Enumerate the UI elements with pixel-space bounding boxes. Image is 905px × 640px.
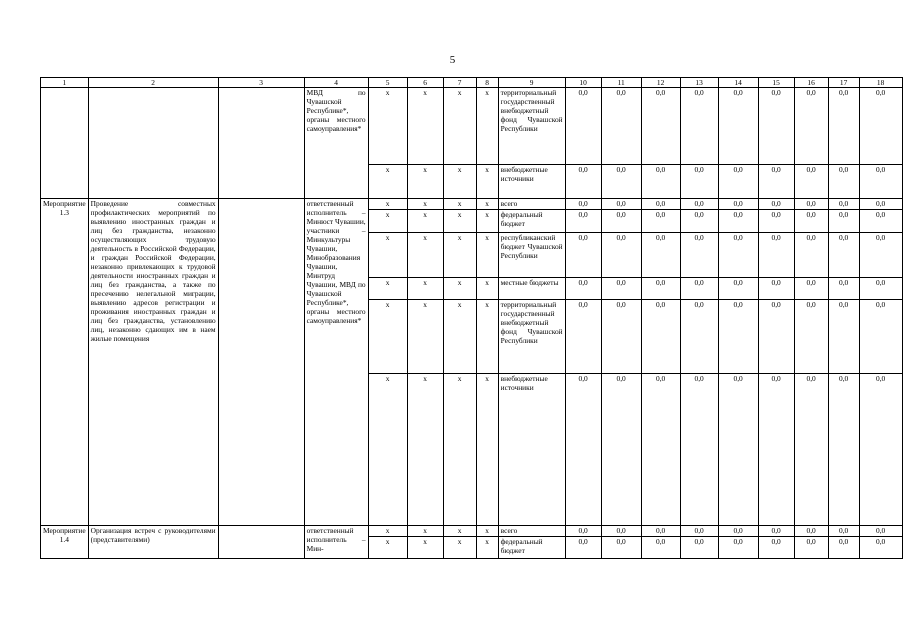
amount-cell: 0,0 [641, 88, 680, 165]
page-number: 5 [449, 54, 456, 66]
activity-name [88, 88, 218, 199]
code-cell: х [443, 526, 476, 537]
table-row [41, 88, 903, 165]
code-cell: х [476, 526, 498, 537]
code-cell: х [443, 199, 476, 210]
amount-cell: 0,0 [859, 233, 902, 278]
amount-cell: 0,0 [565, 165, 601, 199]
header-cell: 2 [88, 78, 218, 88]
code-cell: х [407, 199, 443, 210]
amount-cell: 0,0 [565, 537, 601, 559]
header-cell: 12 [641, 78, 680, 88]
amount-cell: 0,0 [828, 526, 859, 537]
amount-cell: 0,0 [794, 233, 828, 278]
amount-cell: 0,0 [828, 537, 859, 559]
amount-cell: 0,0 [601, 199, 641, 210]
amount-cell: 0,0 [859, 537, 902, 559]
header-cell: 5 [368, 78, 407, 88]
code-cell: х [407, 88, 443, 165]
amount-cell: 0,0 [758, 199, 794, 210]
amount-cell: 0,0 [828, 233, 859, 278]
code-cell: х [443, 210, 476, 233]
code-cell: х [407, 165, 443, 199]
code-cell: х [476, 278, 498, 300]
code-cell: х [368, 88, 407, 165]
header-cell: 14 [718, 78, 758, 88]
amount-cell: 0,0 [565, 278, 601, 300]
amount-cell: 0,0 [601, 233, 641, 278]
amount-cell: 0,0 [758, 537, 794, 559]
activity-name: Организация встреч с руководителями (представителями) [88, 526, 218, 559]
funding-source: территориальный государственный внебюджетный фонд Чувашской Республики [498, 300, 565, 374]
amount-cell: 0,0 [758, 374, 794, 526]
amount-cell: 0,0 [794, 537, 828, 559]
code-cell: х [368, 199, 407, 210]
amount-cell: 0,0 [641, 199, 680, 210]
code-cell: х [443, 374, 476, 526]
header-cell: 6 [407, 78, 443, 88]
code-cell: х [368, 165, 407, 199]
code-cell: х [476, 300, 498, 374]
amount-cell: 0,0 [601, 374, 641, 526]
amount-cell: 0,0 [680, 300, 718, 374]
code-cell: х [368, 300, 407, 374]
amount-cell: 0,0 [641, 300, 680, 374]
amount-cell: 0,0 [680, 537, 718, 559]
amount-cell: 0,0 [680, 199, 718, 210]
header-cell: 7 [443, 78, 476, 88]
header-row [41, 78, 903, 88]
amount-cell: 0,0 [758, 300, 794, 374]
code-cell: х [368, 374, 407, 526]
amount-cell: 0,0 [794, 165, 828, 199]
amount-cell: 0,0 [680, 165, 718, 199]
amount-cell: 0,0 [680, 233, 718, 278]
amount-cell: 0,0 [828, 278, 859, 300]
amount-cell: 0,0 [641, 233, 680, 278]
amount-cell: 0,0 [794, 199, 828, 210]
funding-source: всего [498, 199, 565, 210]
code-cell: х [443, 278, 476, 300]
amount-cell: 0,0 [859, 374, 902, 526]
amount-cell: 0,0 [828, 210, 859, 233]
header-cell: 15 [758, 78, 794, 88]
executor: МВД по Чувашской Республике*, органы местного самоуправления* [304, 88, 368, 199]
amount-cell: 0,0 [565, 88, 601, 165]
executor: ответственный исполнитель – Минюст Чувашии, участники – Минкультуры Чувашии, Минобразования Чувашии, Минтруд Чувашии, МВД по Чувашской Республике*, органы местного самоуправления* [304, 199, 368, 526]
amount-cell: 0,0 [680, 374, 718, 526]
code-cell: х [443, 88, 476, 165]
code-cell: х [407, 537, 443, 559]
code-cell: х [407, 210, 443, 233]
executor: ответственный исполнитель – Мин- [304, 526, 368, 559]
amount-cell: 0,0 [859, 278, 902, 300]
amount-cell: 0,0 [680, 278, 718, 300]
code-cell: х [368, 210, 407, 233]
col3-cell [218, 199, 304, 526]
amount-cell: 0,0 [680, 526, 718, 537]
amount-cell: 0,0 [601, 210, 641, 233]
amount-cell: 0,0 [601, 526, 641, 537]
amount-cell: 0,0 [758, 526, 794, 537]
amount-cell: 0,0 [794, 88, 828, 165]
amount-cell: 0,0 [565, 199, 601, 210]
code-cell: х [476, 374, 498, 526]
funding-source: федеральный бюджет [498, 537, 565, 559]
amount-cell: 0,0 [601, 88, 641, 165]
amount-cell: 0,0 [828, 88, 859, 165]
table-row [41, 199, 903, 210]
code-cell: х [407, 374, 443, 526]
amount-cell: 0,0 [565, 374, 601, 526]
code-cell: х [407, 526, 443, 537]
amount-cell: 0,0 [718, 278, 758, 300]
amount-cell: 0,0 [758, 88, 794, 165]
amount-cell: 0,0 [718, 88, 758, 165]
amount-cell: 0,0 [859, 88, 902, 165]
amount-cell: 0,0 [680, 210, 718, 233]
code-cell: х [368, 537, 407, 559]
code-cell: х [476, 210, 498, 233]
amount-cell: 0,0 [794, 278, 828, 300]
amount-cell: 0,0 [828, 300, 859, 374]
amount-cell: 0,0 [601, 537, 641, 559]
amount-cell: 0,0 [641, 374, 680, 526]
header-cell: 1 [41, 78, 89, 88]
funding-source: всего [498, 526, 565, 537]
funding-source: местные бюджеты [498, 278, 565, 300]
code-cell: х [407, 233, 443, 278]
amount-cell: 0,0 [758, 165, 794, 199]
amount-cell: 0,0 [601, 278, 641, 300]
amount-cell: 0,0 [641, 278, 680, 300]
header-cell: 13 [680, 78, 718, 88]
col3-cell [218, 526, 304, 559]
code-cell: х [407, 300, 443, 374]
code-cell: х [443, 165, 476, 199]
code-cell: х [443, 300, 476, 374]
code-cell: х [443, 233, 476, 278]
amount-cell: 0,0 [565, 233, 601, 278]
amount-cell: 0,0 [859, 526, 902, 537]
funding-source: территориальный государственный внебюджетный фонд Чувашской Республики [498, 88, 565, 165]
header-cell: 11 [601, 78, 641, 88]
amount-cell: 0,0 [680, 88, 718, 165]
amount-cell: 0,0 [601, 300, 641, 374]
header-cell: 16 [794, 78, 828, 88]
amount-cell: 0,0 [718, 199, 758, 210]
code-cell: х [476, 199, 498, 210]
budget-table [40, 77, 903, 559]
code-cell: х [476, 165, 498, 199]
amount-cell: 0,0 [859, 300, 902, 374]
code-cell: х [476, 88, 498, 165]
activity-id: Мероприятие 1.4 [41, 526, 89, 559]
code-cell: х [443, 537, 476, 559]
amount-cell: 0,0 [794, 526, 828, 537]
header-cell: 17 [828, 78, 859, 88]
amount-cell: 0,0 [718, 300, 758, 374]
amount-cell: 0,0 [641, 537, 680, 559]
header-cell: 18 [859, 78, 902, 88]
amount-cell: 0,0 [718, 210, 758, 233]
code-cell: х [407, 278, 443, 300]
header-cell: 10 [565, 78, 601, 88]
amount-cell: 0,0 [794, 374, 828, 526]
amount-cell: 0,0 [828, 165, 859, 199]
funding-source: республиканский бюджет Чувашской Республики [498, 233, 565, 278]
amount-cell: 0,0 [718, 233, 758, 278]
amount-cell: 0,0 [601, 165, 641, 199]
header-cell: 3 [218, 78, 304, 88]
table-row [41, 526, 903, 537]
amount-cell: 0,0 [718, 526, 758, 537]
amount-cell: 0,0 [565, 300, 601, 374]
code-cell: х [368, 526, 407, 537]
amount-cell: 0,0 [859, 199, 902, 210]
code-cell: х [476, 233, 498, 278]
funding-source: внебюджетные источники [498, 165, 565, 199]
header-cell: 9 [498, 78, 565, 88]
amount-cell: 0,0 [565, 210, 601, 233]
activity-name: Проведение совместных профилактических мероприятий по выявлению иностранных граждан и лиц без гражданства, незаконно осуществляющих трудовую деятельность в Российской Федерации, и граждан Российской Федерации, незаконно привлекающих к трудовой деятельности иностранных граждан и лиц без гражданства, а также по пресечению нелегальной миграции, выявлению адресов регистрации и проживания иностранных граждан и лиц без гражданства, установлению лиц, незаконно сдающих им в наем жилые помещения [88, 199, 218, 526]
amount-cell: 0,0 [859, 165, 902, 199]
funding-source: внебюджетные источники [498, 374, 565, 526]
amount-cell: 0,0 [758, 233, 794, 278]
amount-cell: 0,0 [794, 300, 828, 374]
header-cell: 4 [304, 78, 368, 88]
funding-source: федеральный бюджет [498, 210, 565, 233]
activity-id [41, 88, 89, 199]
code-cell: х [476, 537, 498, 559]
amount-cell: 0,0 [859, 210, 902, 233]
amount-cell: 0,0 [794, 210, 828, 233]
amount-cell: 0,0 [758, 278, 794, 300]
header-cell: 8 [476, 78, 498, 88]
amount-cell: 0,0 [718, 537, 758, 559]
code-cell: х [368, 278, 407, 300]
amount-cell: 0,0 [828, 199, 859, 210]
activity-id: Мероприятие 1.3 [41, 199, 89, 526]
code-cell: х [368, 233, 407, 278]
amount-cell: 0,0 [828, 374, 859, 526]
amount-cell: 0,0 [641, 165, 680, 199]
amount-cell: 0,0 [641, 526, 680, 537]
amount-cell: 0,0 [718, 374, 758, 526]
col3-cell [218, 88, 304, 199]
amount-cell: 0,0 [565, 526, 601, 537]
amount-cell: 0,0 [718, 165, 758, 199]
amount-cell: 0,0 [641, 210, 680, 233]
amount-cell: 0,0 [758, 210, 794, 233]
